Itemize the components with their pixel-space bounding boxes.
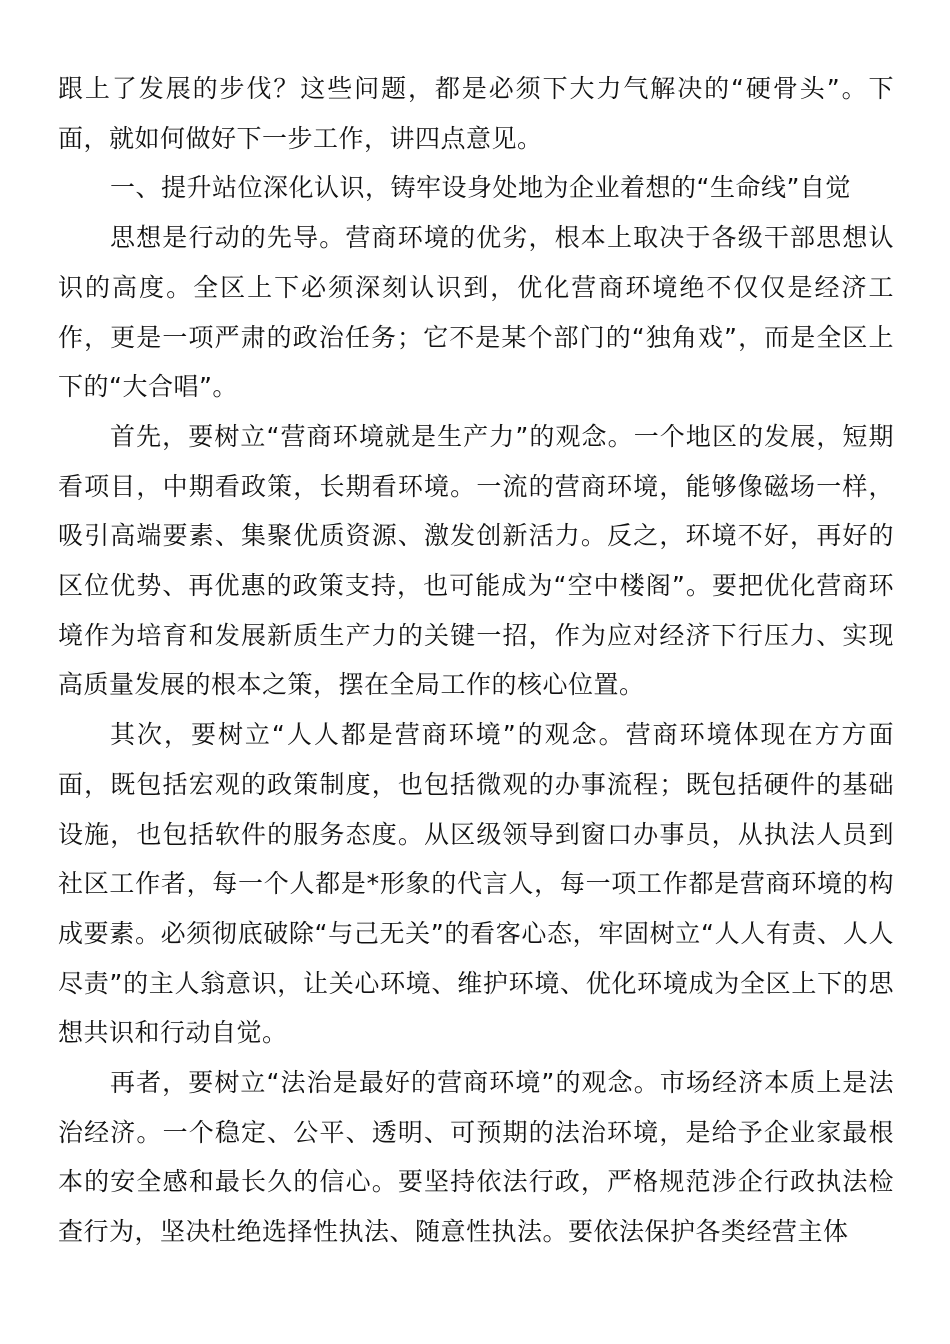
document-body	[58, 64, 894, 1257]
paragraph: 再者，要树立“法治是最好的营商环境”的观念。市场经济本质上是法治经济。一个稳定、公平、透明、可预期的法治环境，是给予企业家最根本的安全感和最长久的信心。要坚持依法行政，严格规范涉企行政执法检查行为，坚决杜绝选择性执法、随意性执法。要依法保护各类经营主体	[58, 1068, 894, 1247]
paragraph: 思想是行动的先导。营商环境的优劣，根本上取决于各级干部思想认识的高度。全区上下必须深刻认识到，优化营商环境绝不仅仅是经济工作，更是一项严肃的政治任务；它不是某个部门的“独角戏”，而是全区上下的“大合唱”。	[58, 223, 894, 402]
paragraph: 其次，要树立“人人都是营商环境”的观念。营商环境体现在方方面面，既包括宏观的政策制度，也包括微观的办事流程；既包括硬件的基础设施，也包括软件的服务态度。从区级领导到窗口办事员，从执法人员到社区工作者，每一个人都是*形象的代言人，每一项工作都是营商环境的构成要素。必须彻底破除“与己无关”的看客心态，牢固树立“人人有责、人人尽责”的主人翁意识，让关心环境、维护环境、优化环境成为全区上下的思想共识和行动自觉。	[58, 720, 894, 1048]
paragraph-continuation: 跟上了发展的步伐？这些问题，都是必须下大力气解决的“硬骨头”。下面，就如何做好下一步工作，讲四点意见。	[58, 74, 894, 153]
section-heading: 一、提升站位深化认识，铸牢设身处地为企业着想的“生命线”自觉	[110, 173, 851, 203]
paragraph: 首先，要树立“营商环境就是生产力”的观念。一个地区的发展，短期看项目，中期看政策，长期看环境。一流的营商环境，能够像磁场一样，吸引高端要素、集聚优质资源、激发创新活力。反之，环境不好，再好的区位优势、再优惠的政策支持，也可能成为“空中楼阁”。要把优化营商环境作为培育和发展新质生产力的关键一招，作为应对经济下行压力、实现高质量发展的根本之策，摆在全局工作的核心位置。	[58, 421, 894, 700]
